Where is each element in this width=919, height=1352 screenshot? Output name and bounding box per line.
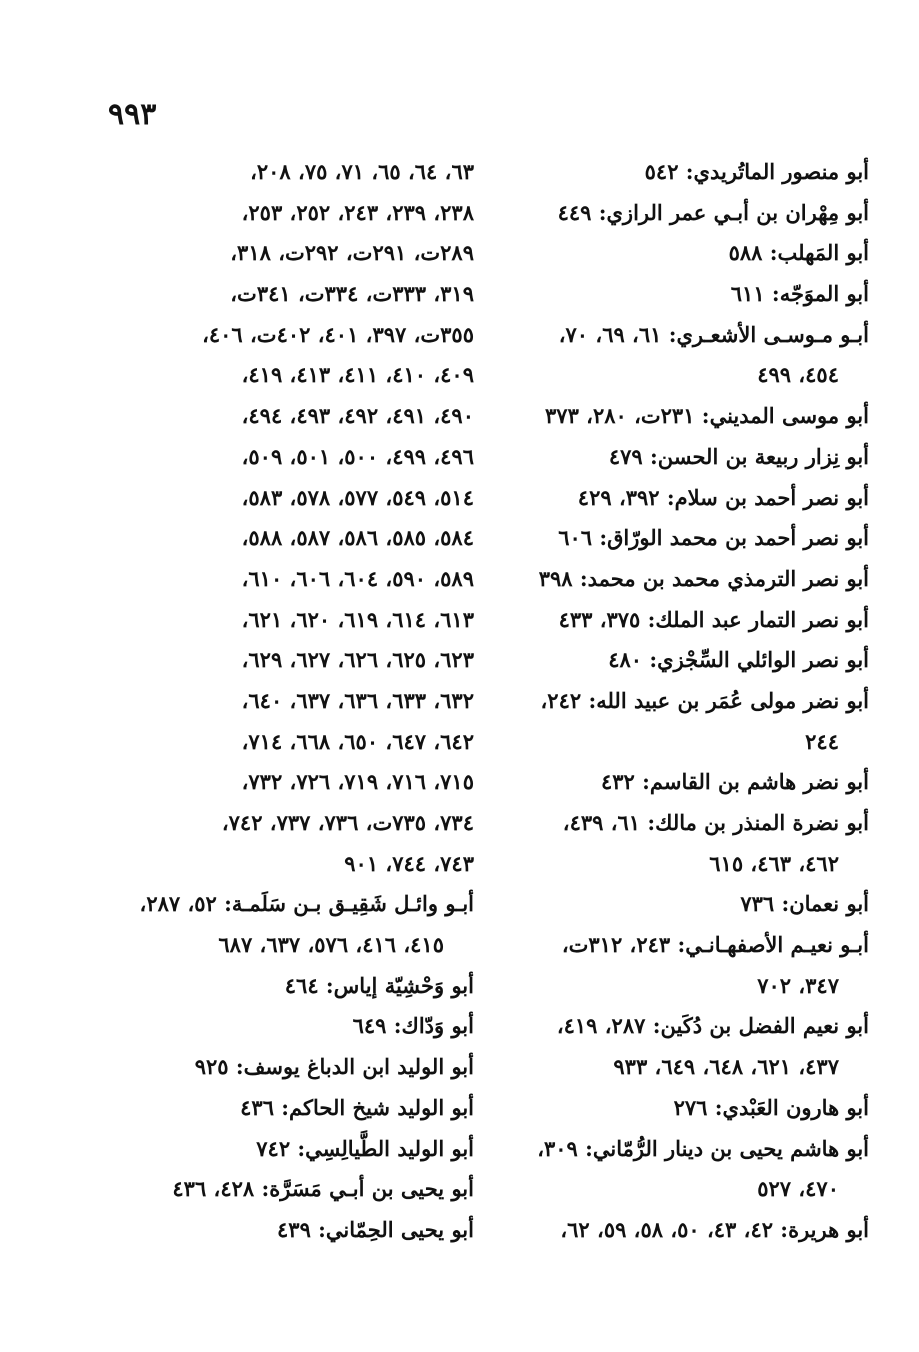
index-entry: ٥٨٩، ٥٩٠، ٦٠٤، ٦٠٦، ٦١٠، bbox=[241, 565, 474, 591]
index-entry: ٢٨٩ت، ٢٩١ت، ٢٩٢ت، ٣١٨، bbox=[230, 240, 474, 266]
index-entry: ٤٩٠، ٤٩١، ٤٩٢، ٤٩٣، ٤٩٤، bbox=[241, 403, 474, 429]
index-entry: أبو نصر الوائلي السِّجْزي: ٤٨٠ bbox=[608, 647, 869, 673]
index-entry: أبو نِزار ربيعة بن الحسن: ٤٧٩ bbox=[608, 443, 869, 469]
index-entry: ٦٣، ٦٤، ٦٥، ٧١، ٧٥، ٢٠٨، bbox=[250, 159, 474, 184]
index-entry: أبو نصر أحمد بن سلام: ٣٩٢، ٤٢٩ bbox=[577, 484, 869, 510]
index-column-left bbox=[112, 152, 474, 1251]
index-entry: ٦٢٣، ٦٢٥، ٦٢٦، ٦٢٧، ٦٢٩، bbox=[241, 647, 474, 673]
index-entry: ٥٨٤، ٥٨٥، ٥٨٦، ٥٨٧، ٥٨٨، bbox=[241, 525, 474, 551]
index-entry: أبـو نعيـم الأصفهـانـي: ٢٤٣، ٣١٢ت، bbox=[561, 932, 869, 958]
index-entry: ٣٥٥ت، ٣٩٧، ٤٠١، ٤٠٢ت، ٤٠٦، bbox=[202, 321, 474, 347]
index-entry: أبو الوليد الطَّيالِسِي: ٧٤٢ bbox=[256, 1135, 474, 1161]
index-entry: أبو وَدّاك: ٦٤٩ bbox=[352, 1013, 474, 1039]
index-entry: ٧٣٤، ٧٣٥ت، ٧٣٦، ٧٣٧، ٧٤٢، bbox=[221, 810, 474, 835]
index-entry: أبو نصر الترمذي محمد بن محمد: ٣٩٨ bbox=[538, 565, 869, 591]
index-entry-continuation: ٤١٥، ٤١٦، ٥٧٦، ٦٣٧، ٦٨٧ bbox=[218, 932, 444, 958]
index-entry: أبو مِهْران بن أبـي عمر الرازي: ٤٤٩ bbox=[557, 199, 869, 225]
index-entry: أبو نصر التمار عبد الملك: ٣٧٥، ٤٣٣ bbox=[558, 606, 869, 632]
index-entry: أبـو مـوسـى الأشعـري: ٦١، ٦٩، ٧٠، bbox=[558, 321, 869, 347]
index-entry: أبو الوليد شيخ الحاكم: ٤٣٦ bbox=[240, 1094, 474, 1120]
index-entry-continuation: ٤٧٠، ٥٢٧ bbox=[757, 1176, 839, 1202]
index-entry: أبو نعيم الفضل بن دُكَين: ٢٨٧، ٤١٩، bbox=[556, 1013, 869, 1039]
index-entry: ٤٠٩، ٤١٠، ٤١١، ٤١٣، ٤١٩، bbox=[241, 362, 474, 388]
index-entry-continuation: ٣٤٧، ٧٠٢ bbox=[757, 972, 839, 998]
index-entry: أبو موسى المديني: ٢٣١ت، ٢٨٠، ٣٧٣ bbox=[545, 403, 869, 429]
index-column-right bbox=[519, 152, 869, 1251]
index-entry: ٥١٤، ٥٤٩، ٥٧٧، ٥٧٨، ٥٨٣، bbox=[241, 484, 474, 510]
index-entry: أبو هاشم يحيى بن دينار الرُّمّاني: ٣٠٩، bbox=[537, 1135, 869, 1161]
index-entry-continuation: ٤٥٤، ٤٩٩ bbox=[757, 362, 839, 388]
index-entry: أبو نصر أحمد بن محمد الورّاق: ٦٠٦ bbox=[558, 525, 869, 551]
page-number: ٩٩٣ bbox=[108, 97, 157, 132]
index-entry-continuation: ٤٦٢، ٤٦٣، ٦١٥ bbox=[709, 850, 839, 876]
index-entry: أبو الوليد ابن الدباغ يوسف: ٩٢٥ bbox=[194, 1054, 474, 1080]
index-entry: ٦١٣، ٦١٤، ٦١٩، ٦٢٠، ٦٢١، bbox=[241, 606, 474, 632]
index-entry: أبو يحيى بن أبـي مَسَرَّة: ٤٢٨، ٤٣٦ bbox=[172, 1176, 474, 1202]
index-entry: أبو يحيى الحِمّاني: ٤٣٩ bbox=[277, 1216, 474, 1242]
index-entry-continuation: ٤٣٧، ٦٢١، ٦٤٨، ٦٤٩، ٩٣٣ bbox=[613, 1054, 839, 1080]
index-entry: أبو المَهلب: ٥٨٨ bbox=[728, 240, 869, 266]
index-entry: أبو نضر مولى عُمَر بن عبيد الله: ٢٤٢، bbox=[540, 687, 869, 713]
index-entry: ٧١٥، ٧١٦، ٧١٩، ٧٢٦، ٧٣٢، bbox=[241, 769, 474, 795]
index-entry: ٣١٩، ٣٣٣ت، ٣٣٤ت، ٣٤١ت، bbox=[230, 281, 474, 307]
index-entry: أبو نضرة المنذر بن مالك: ٦١، ٤٣٩، bbox=[562, 810, 869, 835]
index-entry-continuation: ٢٤٤ bbox=[805, 728, 839, 754]
index-entry: أبو نضر هاشم بن القاسم: ٤٣٢ bbox=[600, 769, 869, 795]
index-entry: أبـو وائـل شَقِيـق بـن سَلَمـة: ٥٢، ٢٨٧، bbox=[139, 891, 474, 917]
index-entry: أبو الموَجّه: ٦١١ bbox=[730, 281, 869, 307]
index-entry: أبو هريرة: ٤٢، ٤٣، ٥٠، ٥٨، ٥٩، ٦٢، bbox=[560, 1216, 869, 1242]
index-entry: ٦٣٢، ٦٣٣، ٦٣٦، ٦٣٧، ٦٤٠، bbox=[241, 687, 474, 713]
index-entry: أبو منصور الماتُريدي: ٥٤٢ bbox=[644, 159, 869, 184]
index-entry: ٤٩٦، ٤٩٩، ٥٠٠، ٥٠١، ٥٠٩، bbox=[241, 443, 474, 469]
index-entry: ٦٤٢، ٦٤٧، ٦٥٠، ٦٦٨، ٧١٤، bbox=[241, 728, 474, 754]
index-entry: ٧٤٣، ٧٤٤، ٩٠١ bbox=[344, 850, 474, 876]
index-entry: ٢٣٨، ٢٣٩، ٢٤٣، ٢٥٢، ٢٥٣، bbox=[241, 199, 474, 225]
index-entry: أبو وَحْشِيّة إياس: ٤٦٤ bbox=[284, 972, 474, 998]
index-entry: أبو هارون العَبْدي: ٢٧٦ bbox=[673, 1094, 869, 1120]
index-entry: أبو نعمان: ٧٣٦ bbox=[740, 891, 869, 917]
